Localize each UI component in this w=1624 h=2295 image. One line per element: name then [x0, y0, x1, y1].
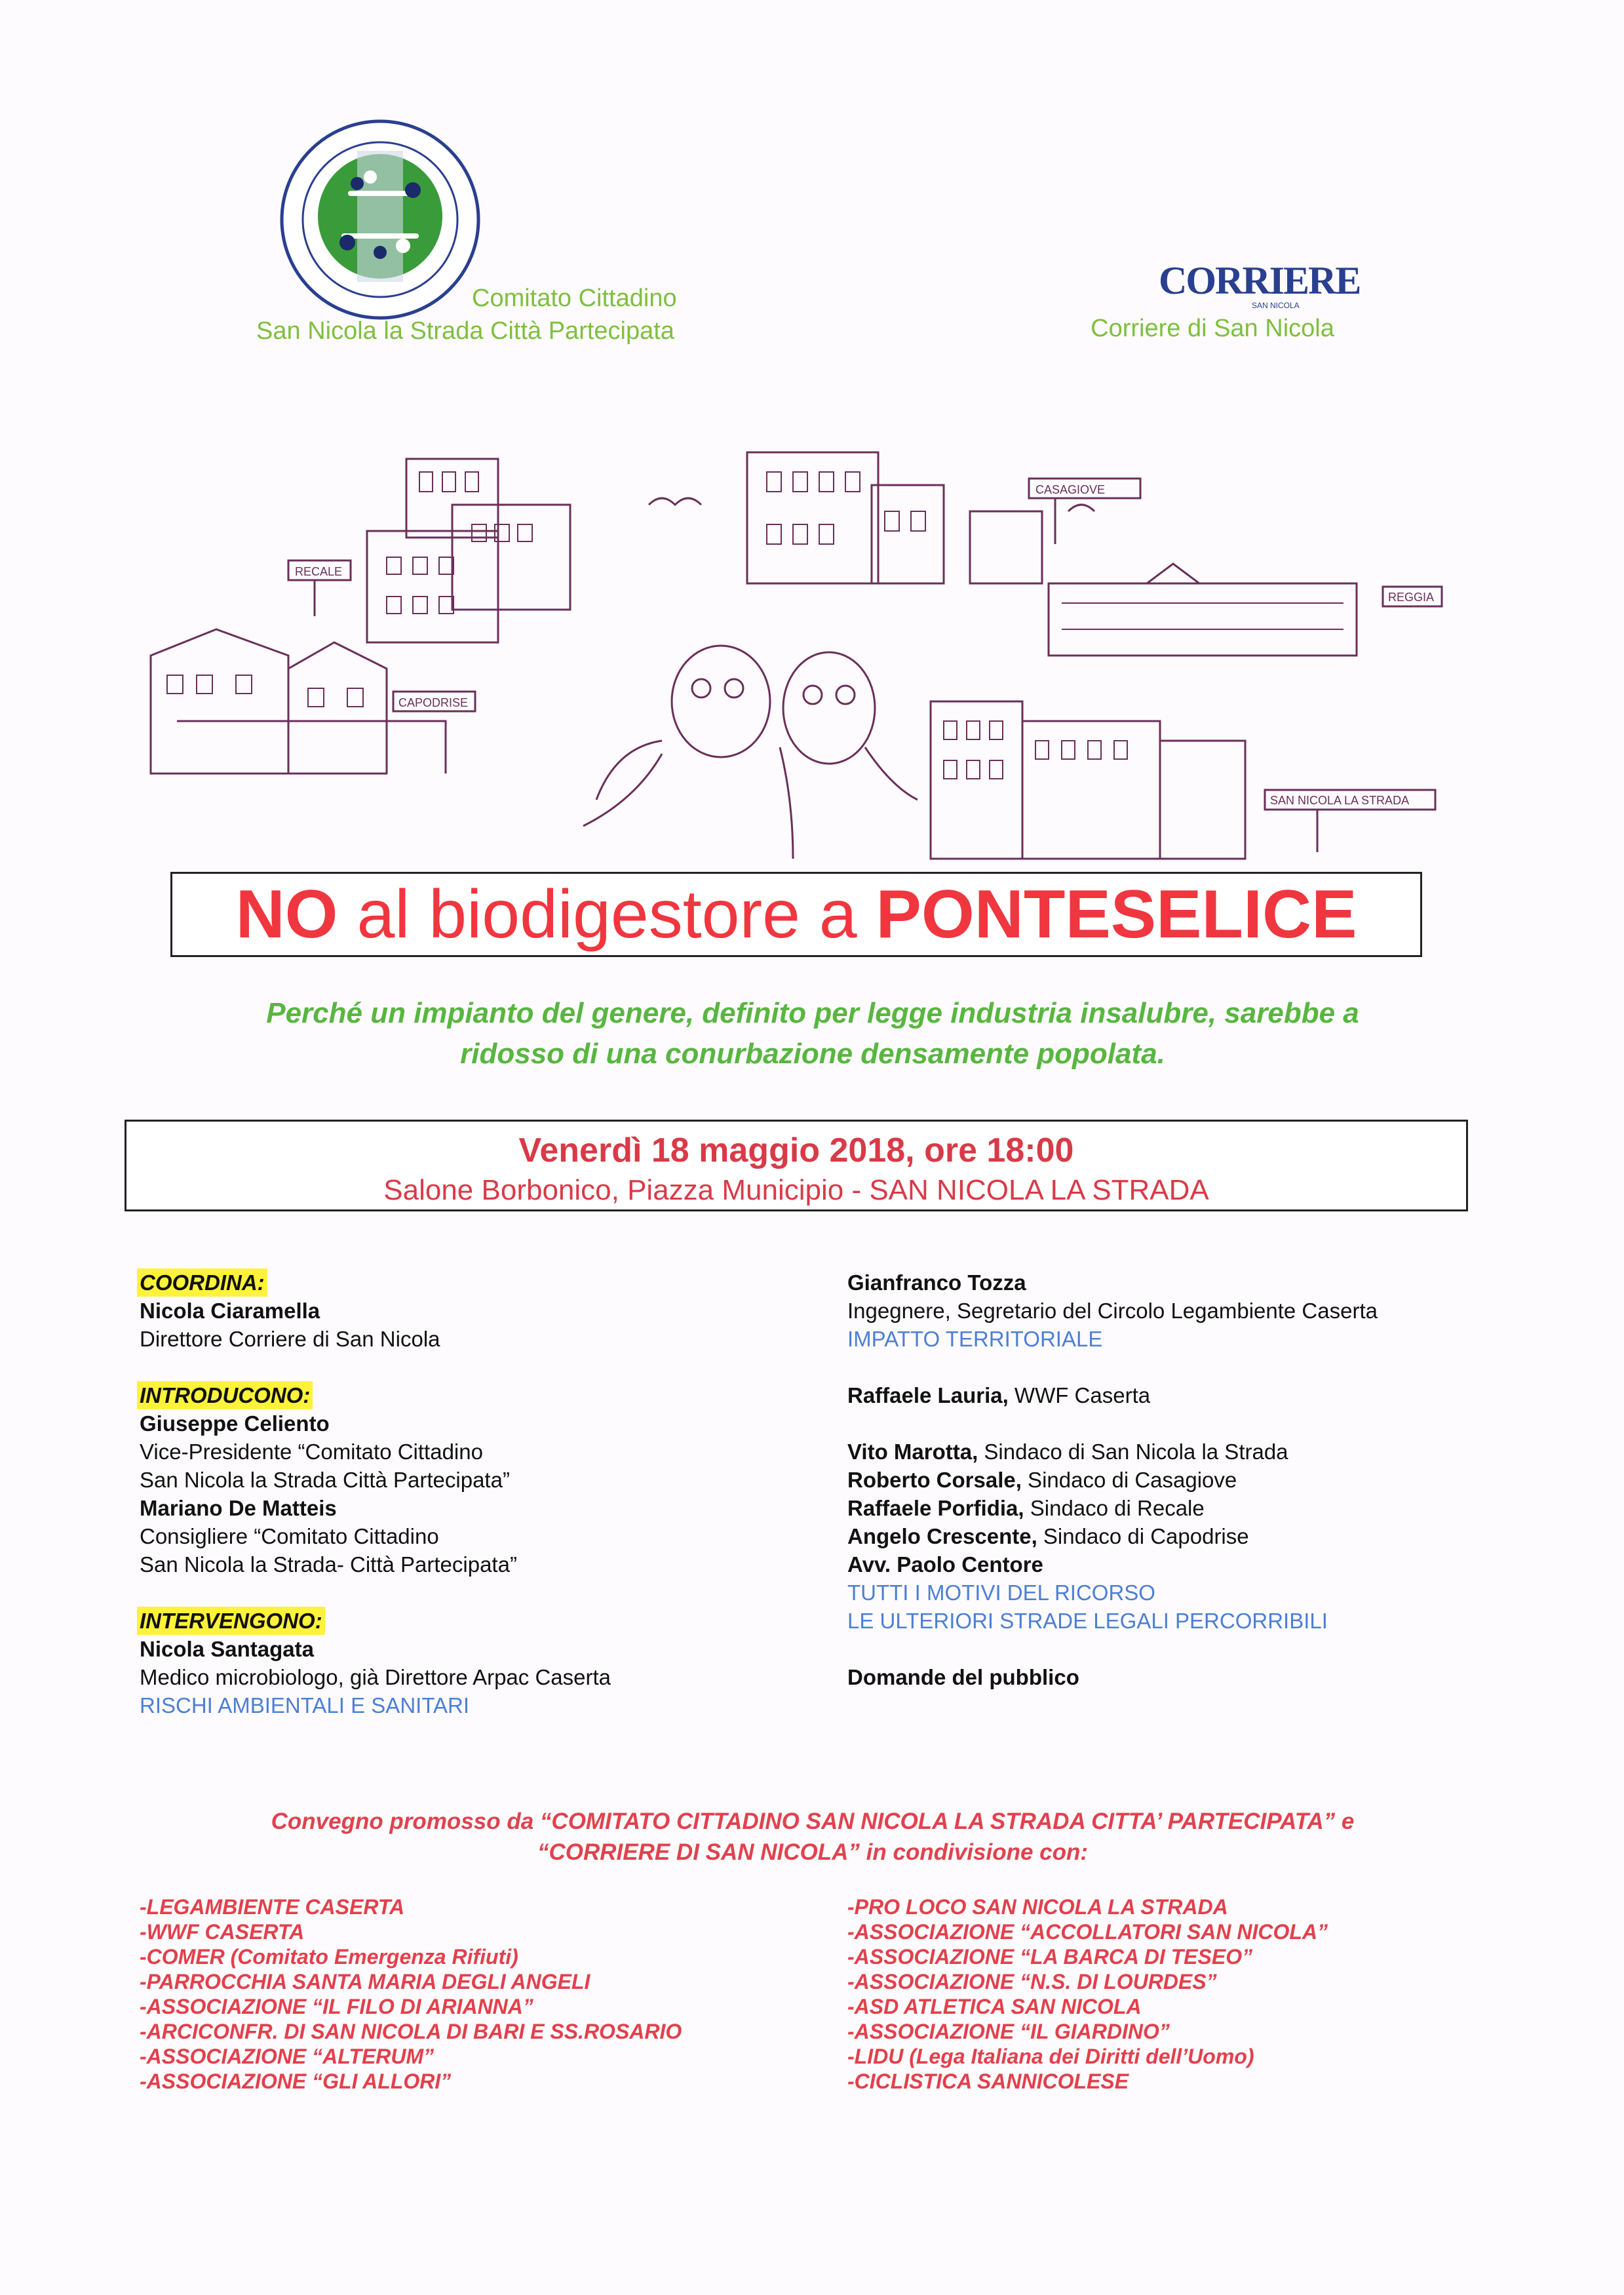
intervengono-desc: Medico microbiologo, già Direttore Arpac Caserta [140, 1665, 611, 1689]
porfidia-name: Raffaele Porfidia, [847, 1496, 1024, 1520]
coordina-label: COORDINA: [137, 1268, 267, 1297]
porfidia-desc: Sindaco di Recale [1024, 1496, 1205, 1520]
partner-item: -ASSOCIAZIONE “IL FILO DI ARIANNA” [140, 1995, 533, 2018]
partner-item: -ASSOCIAZIONE “ALTERUM” [140, 2045, 435, 2068]
title-place: PONTESELICE [876, 876, 1357, 952]
town-illustration [138, 433, 1448, 859]
introducono-p1-desc2: San Nicola la Strada Città Partecipata” [140, 1468, 510, 1492]
subtitle-line2: ridosso di una conurbazione densamente popolata. [460, 1038, 1165, 1070]
svg-text:CASAGIOVE: CASAGIOVE [1035, 483, 1106, 496]
partner-item: -ASSOCIAZIONE “N.S. DI LOURDES” [847, 1970, 1217, 1993]
crescente-name: Angelo Crescente, [847, 1524, 1037, 1548]
intervengono-name: Nicola Santagata [140, 1637, 314, 1661]
event-date: Venerdì 18 maggio 2018, ore 18:00 [518, 1131, 1074, 1169]
domande: Domande del pubblico [847, 1665, 1079, 1689]
reggia-building [1049, 564, 1357, 656]
title-no: NO [235, 876, 338, 952]
intervengono-topic: RISCHI AMBIENTALI E SANITARI [140, 1693, 470, 1717]
casagiove-buildings [747, 452, 1042, 583]
introducono-p1-name: Giuseppe Celiento [140, 1411, 330, 1436]
san-nicola-buildings [931, 701, 1245, 859]
partner-item: -LIDU (Lega Italiana dei Diritti dell’Uomo) [847, 2045, 1254, 2068]
tozza-name: Gianfranco Tozza [847, 1270, 1026, 1295]
promo-line2: “CORRIERE DI SAN NICOLA” in condivisione con: [537, 1839, 1089, 1865]
partner-item: -PRO LOCO SAN NICOLA LA STRADA [847, 1895, 1228, 1919]
partner-item: -ASSOCIAZIONE “IL GIARDINO” [847, 2020, 1170, 2043]
svg-text:REGGIA: REGGIA [1388, 591, 1435, 604]
svg-text:SAN NICOLA: SAN NICOLA [1252, 301, 1300, 310]
subtitle [131, 993, 1494, 1074]
partner-item: -ASD ATLETICA SAN NICOLA [847, 1995, 1142, 2018]
crescente-desc: Sindaco di Capodrise [1037, 1524, 1249, 1548]
event-box [125, 1120, 1468, 1211]
partner-item: -ARCICONFR. DI SAN NICOLA DI BARI E SS.ROSARIO [140, 2020, 682, 2043]
recale-buildings [367, 459, 570, 642]
partner-item: -ASSOCIAZIONE “LA BARCA DI TESEO” [847, 1945, 1253, 1969]
main-title [170, 872, 1422, 957]
centore-topic2: LE ULTERIORI STRADE LEGALI PERCORRIBILI [847, 1609, 1328, 1633]
centore-topic1: TUTTI I MOTIVI DEL RICORSO [847, 1580, 1155, 1605]
marotta-desc: Sindaco di San Nicola la Strada [978, 1440, 1288, 1464]
partner-item: -CICLISTICA SANNICOLESE [847, 2069, 1129, 2093]
coordina-name: Nicola Ciaramella [140, 1299, 320, 1323]
partner-item: -PARROCCHIA SANTA MARIA DEGLI ANGELI [140, 1970, 590, 1993]
corsale-name: Roberto Corsale, [847, 1468, 1022, 1492]
introducono-p2-desc2: San Nicola la Strada- Città Partecipata” [140, 1552, 517, 1577]
corriere-logo-icon [1153, 256, 1361, 315]
coordina-desc: Direttore Corriere di San Nicola [140, 1327, 440, 1351]
partner-item: -LEGAMBIENTE CASERTA [140, 1895, 405, 1919]
introducono-p1-desc1: Vice-Presidente “Comitato Cittadino [140, 1440, 483, 1464]
partner-item: -ASSOCIAZIONE “ACCOLLATORI SAN NICOLA” [847, 1920, 1328, 1944]
introducono-label: INTRODUCONO: [137, 1381, 313, 1409]
left-org-name [184, 282, 747, 347]
promo-text [131, 1806, 1494, 1868]
introducono-p2-name: Mariano De Matteis [140, 1496, 337, 1520]
partner-item: -COMER (Comitato Emergenza Rifiuti) [140, 1945, 518, 1969]
tozza-desc: Ingegnere, Segretario del Circolo Legambiente Caserta [847, 1299, 1378, 1323]
partner-item: -ASSOCIAZIONE “GLI ALLORI” [140, 2069, 452, 2093]
corsale-desc: Sindaco di Casagiove [1021, 1468, 1237, 1492]
left-org-line2: San Nicola la Strada Città Partecipata [256, 317, 674, 345]
marotta-name: Vito Marotta, [847, 1440, 978, 1464]
lauria-desc: WWF Caserta [1008, 1383, 1151, 1407]
right-org-name: Corriere di San Nicola [1091, 315, 1334, 342]
tozza-topic: IMPATTO TERRITORIALE [847, 1327, 1103, 1351]
title-middle: al biodigestore a [338, 876, 876, 952]
gas-mask-figures [583, 646, 918, 859]
svg-text:SAN NICOLA LA STRADA: SAN NICOLA LA STRADA [1270, 794, 1410, 807]
centore-name: Avv. Paolo Centore [847, 1552, 1043, 1577]
partner-item: -WWF CASERTA [140, 1920, 305, 1944]
svg-text:CAPODRISE: CAPODRISE [398, 696, 469, 709]
introducono-p2-desc1: Consigliere “Comitato Cittadino [140, 1524, 439, 1548]
subtitle-line1: Perché un impianto del genere, definito per legge industria insalubre, sarebbe a [266, 997, 1359, 1029]
lauria-name: Raffaele Lauria, [847, 1383, 1009, 1407]
svg-text:RECALE: RECALE [295, 565, 343, 578]
promo-line1: Convegno promosso da “COMITATO CITTADINO SAN NICOLA LA STRADA CITTA’ PARTECIPATA” e [271, 1809, 1355, 1834]
partners-right [847, 1894, 1503, 2094]
svg-text:CORRIERE: CORRIERE [1159, 259, 1361, 302]
partners-left [140, 1894, 795, 2094]
left-org-line1: Comitato Cittadino [472, 284, 677, 312]
program-right [847, 1268, 1503, 1691]
program-left [140, 1268, 795, 1719]
event-place: Salone Borbonico, Piazza Municipio - SAN NICOLA LA STRADA [383, 1174, 1209, 1206]
intervengono-label: INTERVENGONO: [137, 1607, 325, 1635]
